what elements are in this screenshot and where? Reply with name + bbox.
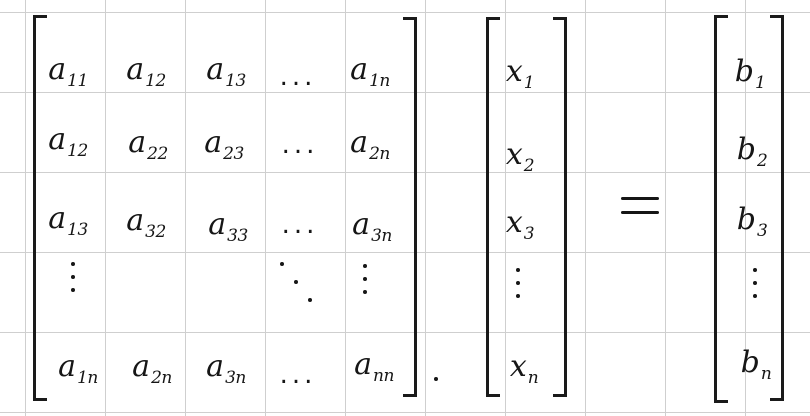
diagonal-dots xyxy=(278,258,318,308)
entry-a12-row2: $a_{12}$ xyxy=(48,122,88,161)
entry-bn: $b_n$ xyxy=(740,345,772,384)
entry-b2: $b_2$ xyxy=(736,132,768,171)
row3-ellipsis: ... xyxy=(281,210,319,240)
entry-a13-row3: $a_{13}$ xyxy=(48,201,88,240)
entry-a22: $a_{22}$ xyxy=(128,125,168,164)
entry-a3n: $a_{3n}$ xyxy=(352,207,392,246)
entry-b3: $b_3$ xyxy=(736,202,768,241)
row1-ellipsis: ... xyxy=(279,62,317,92)
entry-x1: $x_1$ xyxy=(505,54,535,93)
vector-x-right-bracket xyxy=(560,18,567,396)
entry-x3: $x_3$ xyxy=(505,205,535,244)
col1-vertical-dots xyxy=(70,262,76,292)
equals-sign xyxy=(621,197,659,217)
vector-b-left-bracket xyxy=(714,16,717,402)
entry-a1n: $a_{1n}$ xyxy=(350,52,390,91)
entry-a1n-row5: $a_{1n}$ xyxy=(58,349,98,388)
entry-x2: $x_2$ xyxy=(505,137,535,176)
matrix-a-left-bracket xyxy=(33,16,36,400)
entry-a13: $a_{13}$ xyxy=(206,52,246,91)
multiplication-dot xyxy=(434,377,438,381)
entry-ann: $a_{nn}$ xyxy=(354,347,394,386)
entry-xn: $x_n$ xyxy=(509,349,539,388)
col5-vertical-dots xyxy=(362,264,368,294)
vector-b-right-bracket xyxy=(777,16,784,400)
entry-a23: $a_{23}$ xyxy=(204,125,244,164)
entry-a11: $a_{11}$ xyxy=(48,52,88,91)
entry-a32: $a_{32}$ xyxy=(126,203,166,242)
vector-x-vertical-dots xyxy=(515,268,521,298)
entry-a12: $a_{12}$ xyxy=(126,52,166,91)
entry-a2n-row5: $a_{2n}$ xyxy=(132,349,172,388)
vector-b-vertical-dots xyxy=(752,268,758,298)
entry-a3n-row5: $a_{3n}$ xyxy=(206,349,246,388)
entry-a33: $a_{33}$ xyxy=(208,207,248,246)
vector-x-left-bracket xyxy=(486,18,489,396)
row5-ellipsis: ... xyxy=(279,360,317,390)
entry-b1: $b_1$ xyxy=(734,54,766,93)
entry-a2n: $a_{2n}$ xyxy=(350,125,390,164)
matrix-a-right-bracket xyxy=(404,18,417,396)
row2-ellipsis: ... xyxy=(281,130,319,160)
